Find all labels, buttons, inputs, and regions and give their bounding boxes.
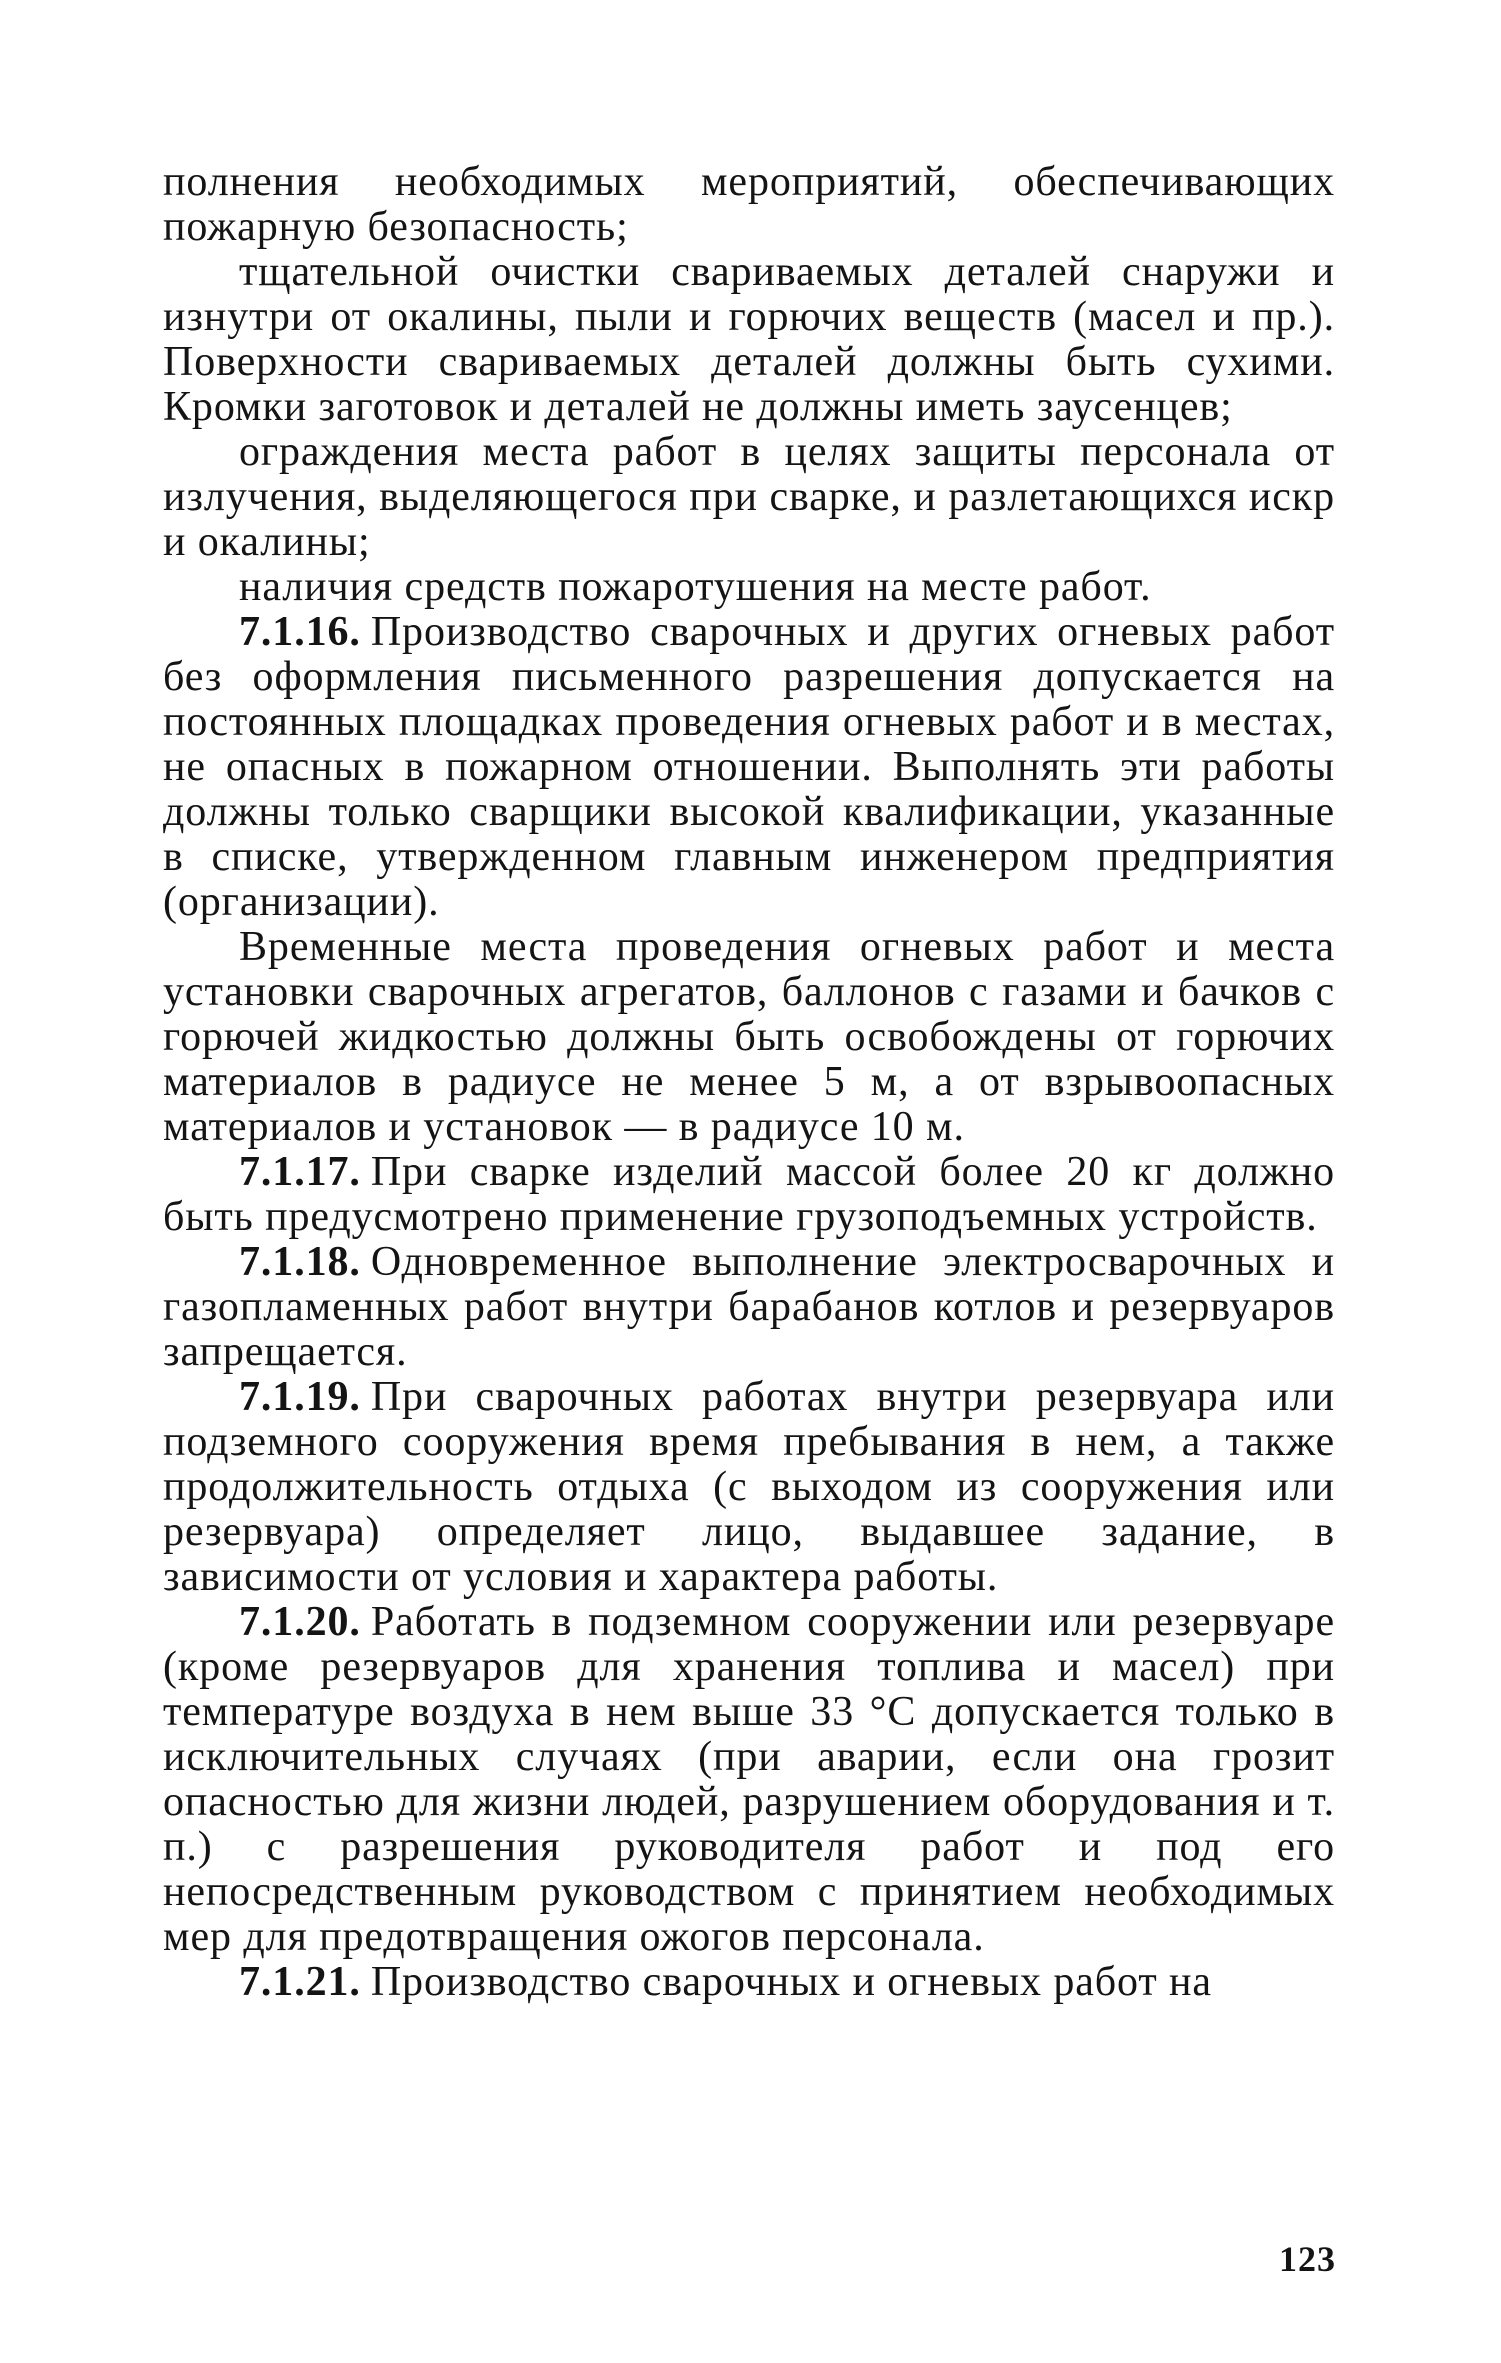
clause-7-1-21: [163, 1960, 1335, 2005]
clause-7-1-18: [163, 1240, 1335, 1375]
paragraph-6-text: Временные места проведения огневых работ и места установки сварочных агрегатов, баллонов с газами и бачков с горючей жидкостью должны быть освобождены от горючих материалов в радиусе не менее 5 м, а от взрывоопасных материалов и установок — в радиусе 10 м.: [163, 924, 1335, 1150]
paragraph-3: [163, 430, 1335, 565]
clause-number: 7.1.18.: [239, 1239, 361, 1285]
clause-text: Работать в подземном сооружении или резервуаре (кроме резервуаров для хранения топлива и масел) при температуре воздуха в нем выше 33 °C допускается только в исключительных случаях (при аварии, если она грозит опасностью для жизни людей, разрушением оборудования и т. п.) с разрешения руководителя работ и под его непосредственным руководством с принятием необходимых мер для предотвращения ожогов персонала.: [163, 1599, 1335, 1960]
clause-text: Одновременное выполнение электросварочных и газопламенных работ внутри барабанов котлов и резервуаров запрещается.: [163, 1239, 1335, 1375]
paragraph-1-text: полнения необходимых мероприятий, обеспечивающих пожарную безопасность;: [163, 159, 1335, 250]
paragraph-4-text: наличия средств пожаротушения на месте работ.: [239, 564, 1152, 610]
paragraph-2: [163, 250, 1335, 430]
clause-7-1-20: [163, 1600, 1335, 1960]
clause-7-1-19: [163, 1375, 1335, 1600]
clause-7-1-17: [163, 1150, 1335, 1240]
clause-text: При сварочных работах внутри резервуара или подземного сооружения время пребывания в нем, а также продолжительность отдыха (с выходом из сооружения или резервуара) определяет лицо, выдавшее задание, в зависимости от условия и характера работы.: [163, 1374, 1335, 1600]
paragraph-2-text: тщательной очистки свариваемых деталей снаружи и изнутри от окалины, пыли и горючих веществ (масел и пр.). Поверхности свариваемых деталей должны быть сухими. Кромки заготовок и деталей не должны иметь заусенцев;: [163, 249, 1335, 430]
clause-7-1-16: [163, 610, 1335, 925]
clause-text: Производство сварочных и огневых работ на: [370, 1959, 1212, 2005]
clause-number: 7.1.16.: [239, 609, 361, 655]
clause-text: При сварке изделий массой более 20 кг должно быть предусмотрено применение грузоподъемных устройств.: [163, 1149, 1335, 1240]
paragraph-6: [163, 925, 1335, 1150]
clause-text: Производство сварочных и других огневых работ без оформления письменного разрешения допускается на постоянных площадках проведения огневых работ и в местах, не опасных в пожарном отношении. Выполнять эти работы должны только сварщики высокой квалификации, указанные в списке, утвержденном главным инженером предприятия (организации).: [163, 609, 1335, 925]
clause-number: 7.1.20.: [239, 1599, 361, 1645]
paragraph-4: [163, 565, 1335, 610]
paragraph-3-text: ограждения места работ в целях защиты персонала от излучения, выделяющегося при сварке, и разлетающихся искр и окалины;: [163, 429, 1335, 565]
clause-number: 7.1.21.: [239, 1959, 361, 2005]
page-number: 123: [1279, 2239, 1336, 2279]
clause-number: 7.1.17.: [239, 1149, 361, 1195]
clause-number: 7.1.19.: [239, 1374, 361, 1420]
page-body: [163, 160, 1335, 2005]
paragraph-1: [163, 160, 1335, 250]
